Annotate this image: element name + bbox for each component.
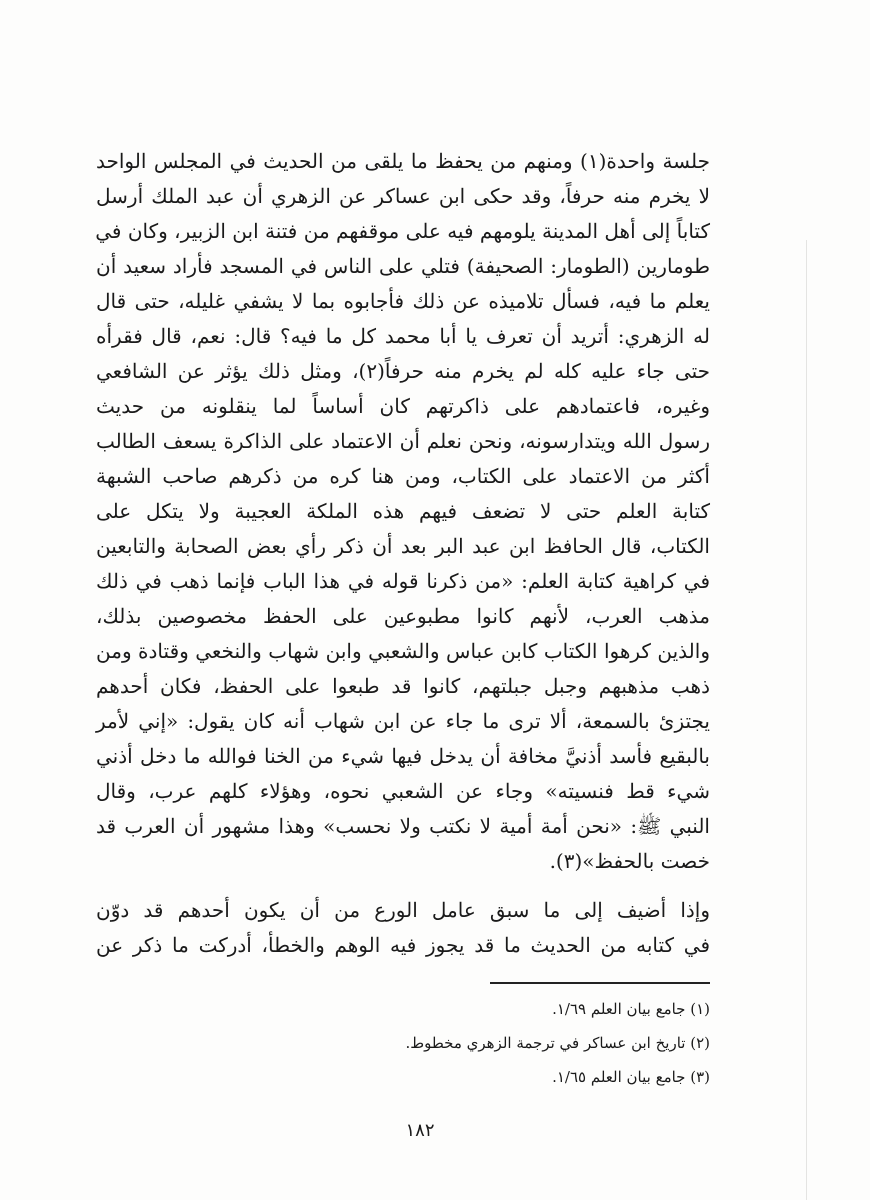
text-line: له الزهري: أتريد أن تعرف يا أبا محمد كل ما فيه؟ قال: نعم، قال فقرأه bbox=[96, 324, 710, 348]
text-line: حتى جاء عليه كله لم يخرم منه حرفاً(٢)، ومثل ذلك يؤثر عن الشافعي bbox=[96, 359, 710, 383]
text-line: النبي ﷺ: «نحن أمة أمية لا نكتب ولا نحسب» وهذا مشهور أن العرب قد bbox=[96, 814, 710, 838]
text-line: في كراهية كتابة العلم: «من ذكرنا قوله في هذا الباب فإنما ذهب في ذلك bbox=[96, 569, 710, 593]
text-line: في كتابه من الحديث ما قد يجوز فيه الوهم والخطأ، أدركت ما ذكر عن bbox=[96, 933, 710, 957]
text-line: شيء قط فنسيته» وجاء عن الشعبي نحوه، وهؤلاء كلهم عرب، وقال bbox=[96, 779, 710, 803]
text-line: أكثر من الاعتماد على الكتاب، ومن هنا كره من ذكرهم صاحب الشبهة bbox=[96, 464, 710, 488]
text-line: بالبقيع فأسد أذنيَّ مخافة أن يدخل فيها شيء من الخنا فوالله ما دخل أذني bbox=[96, 744, 710, 768]
footnote-1: (١) جامع بيان العلم ١/٦٩. bbox=[552, 1000, 710, 1018]
page-edge-line bbox=[806, 240, 807, 1200]
text-line: والذين كرهوا الكتاب كابن عباس والشعبي وابن شهاب والنخعي وقتادة ومن bbox=[96, 639, 710, 663]
text-line: كتاباً إلى أهل المدينة يلومهم فيه على موقفهم من فتنة ابن الزبير، وكان في bbox=[95, 219, 710, 243]
paragraph-2 bbox=[96, 893, 710, 963]
page-number: ١٨٢ bbox=[405, 1120, 435, 1141]
footnote-2: (٢) تاريخ ابن عساكر في ترجمة الزهري مخطوط. bbox=[405, 1034, 710, 1052]
text-line: خصت بالحفظ»(٣). bbox=[549, 849, 710, 873]
footnote-3: (٣) جامع بيان العلم ١/٦٥. bbox=[552, 1068, 710, 1086]
text-line: لا يخرم منه حرفاً، وقد حكى ابن عساكر عن الزهري أن عبد الملك أرسل bbox=[96, 184, 711, 208]
footnote-separator bbox=[490, 982, 710, 984]
footnotes bbox=[96, 992, 710, 1094]
paragraph-1 bbox=[96, 144, 710, 879]
text-line: يجتزئ بالسمعة، ألا ترى ما جاء عن ابن شهاب أنه كان يقول: «إني لأمر bbox=[96, 709, 710, 733]
text-line: رسول الله ويتدارسونه، ونحن نعلم أن الاعتماد على الذاكرة يسعف الطالب bbox=[96, 429, 710, 453]
text-line: مذهب العرب، لأنهم كانوا مطبوعين على الحفظ مخصوصين بذلك، bbox=[96, 604, 710, 628]
text-line: وغيره، فاعتمادهم على ذاكرتهم كان أساساً لما ينقلونه من حديث bbox=[96, 394, 710, 418]
text-line: وإذا أضيف إلى ما سبق عامل الورع من أن يكون أحدهم قد دوّن bbox=[96, 898, 710, 922]
text-line: طومارين (الطومار: الصحيفة) فتلي على الناس في المسجد فأراد سعيد أن bbox=[96, 254, 710, 278]
text-line: كتابة العلم حتى لا تضعف فيهم هذه الملكة العجيبة ولا يتكل على bbox=[96, 499, 710, 523]
main-text bbox=[96, 144, 710, 963]
text-line: ذهب مذهبهم وجبل جبلتهم، كانوا قد طبعوا على الحفظ، فكان أحدهم bbox=[96, 674, 710, 698]
text-line: جلسة واحدة(١) ومنهم من يحفظ ما يلقى من الحديث في المجلس الواحد bbox=[96, 149, 711, 173]
text-line: الكتاب، قال الحافظ ابن عبد البر بعد أن ذكر رأي بعض الصحابة والتابعين bbox=[96, 534, 710, 558]
text-line: يعلم ما فيه، فسأل تلاميذه عن ذلك فأجابوه بما لا يشفي غليله، حتى قال bbox=[96, 289, 710, 313]
